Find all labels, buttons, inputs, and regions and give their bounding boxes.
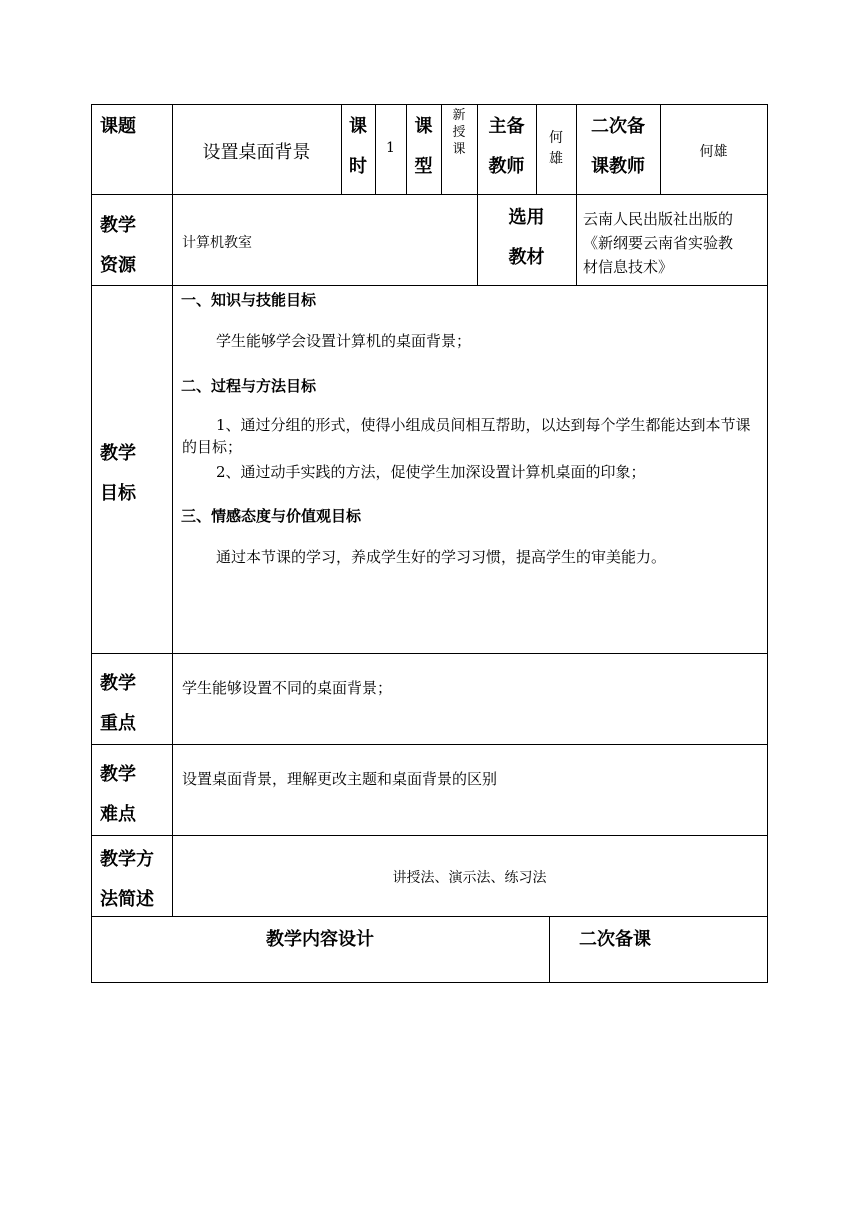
textbook-line-1: 云南人民出版社出版的 bbox=[583, 210, 734, 228]
key-points-value: 学生能够设置不同的桌面背景； bbox=[182, 679, 393, 697]
lead-teacher-value-text: 何雄 bbox=[549, 130, 563, 167]
key-points-label-text: 教学重点 bbox=[100, 673, 136, 734]
topic-value: 设置桌面背景 bbox=[202, 142, 311, 163]
lead-teacher-label-text: 主备教师 bbox=[488, 116, 525, 177]
methods-label bbox=[100, 840, 160, 920]
methods-label-text: 教学方法简述 bbox=[100, 849, 154, 910]
difficulties-value: 设置桌面背景，理解更改主题和桌面背景的区别 bbox=[182, 770, 498, 788]
objective-heading-2: 二、过程与方法目标 bbox=[181, 377, 317, 395]
key-points-label bbox=[100, 664, 140, 744]
second-teacher-value: 何雄 bbox=[699, 144, 728, 160]
objective-text-1: 学生能够学会设置计算机的桌面背景； bbox=[216, 332, 472, 350]
lead-teacher-label bbox=[477, 107, 536, 187]
topic-label: 课题 bbox=[100, 116, 136, 137]
objective-text-2a: 1、通过分组的形式，使得小组成员间相互帮助，以达到每个学生都能达到本节课的目标； bbox=[182, 416, 751, 456]
objective-text-2b: 2、通过动手实践的方法，促使学生加深设置计算机桌面的印象； bbox=[216, 463, 646, 481]
objective-heading-1: 一、知识与技能目标 bbox=[181, 291, 317, 309]
second-teacher-label-text: 二次备课教师 bbox=[591, 116, 645, 177]
resources-label-text: 教学资源 bbox=[100, 215, 136, 276]
second-teacher-label bbox=[576, 107, 660, 187]
type-label-text: 课型 bbox=[414, 116, 433, 177]
objectives-label-text: 教学目标 bbox=[100, 443, 136, 504]
type-label bbox=[406, 107, 441, 187]
textbook-line-3: 材信息技术》 bbox=[583, 258, 674, 276]
second-prep-label: 二次备课 bbox=[579, 929, 651, 950]
type-value bbox=[441, 107, 477, 158]
design-label: 教学内容设计 bbox=[266, 929, 374, 950]
difficulties-label-text: 教学难点 bbox=[100, 764, 136, 825]
difficulties-label bbox=[100, 755, 140, 835]
textbook-label bbox=[477, 198, 576, 278]
resources-value: 计算机教室 bbox=[182, 235, 252, 251]
lead-teacher-value bbox=[536, 128, 576, 170]
textbook-label-text: 选用教材 bbox=[508, 207, 545, 268]
hours-value: 1 bbox=[386, 140, 395, 156]
objective-text-3: 通过本节课的学习，养成学生好的学习习惯，提高学生的审美能力。 bbox=[216, 548, 667, 566]
type-value-text: 新授课 bbox=[452, 108, 466, 157]
methods-value: 讲授法、演示法、练习法 bbox=[392, 870, 547, 886]
objective-heading-3: 三、情感态度与价值观目标 bbox=[181, 507, 362, 525]
objectives-label bbox=[100, 434, 140, 514]
hours-label bbox=[341, 107, 375, 187]
textbook-line-2: 《新纲要云南省实验教 bbox=[583, 234, 734, 252]
hours-label-text: 课时 bbox=[349, 116, 367, 177]
textbook-value bbox=[583, 207, 733, 279]
resources-label bbox=[100, 206, 140, 286]
